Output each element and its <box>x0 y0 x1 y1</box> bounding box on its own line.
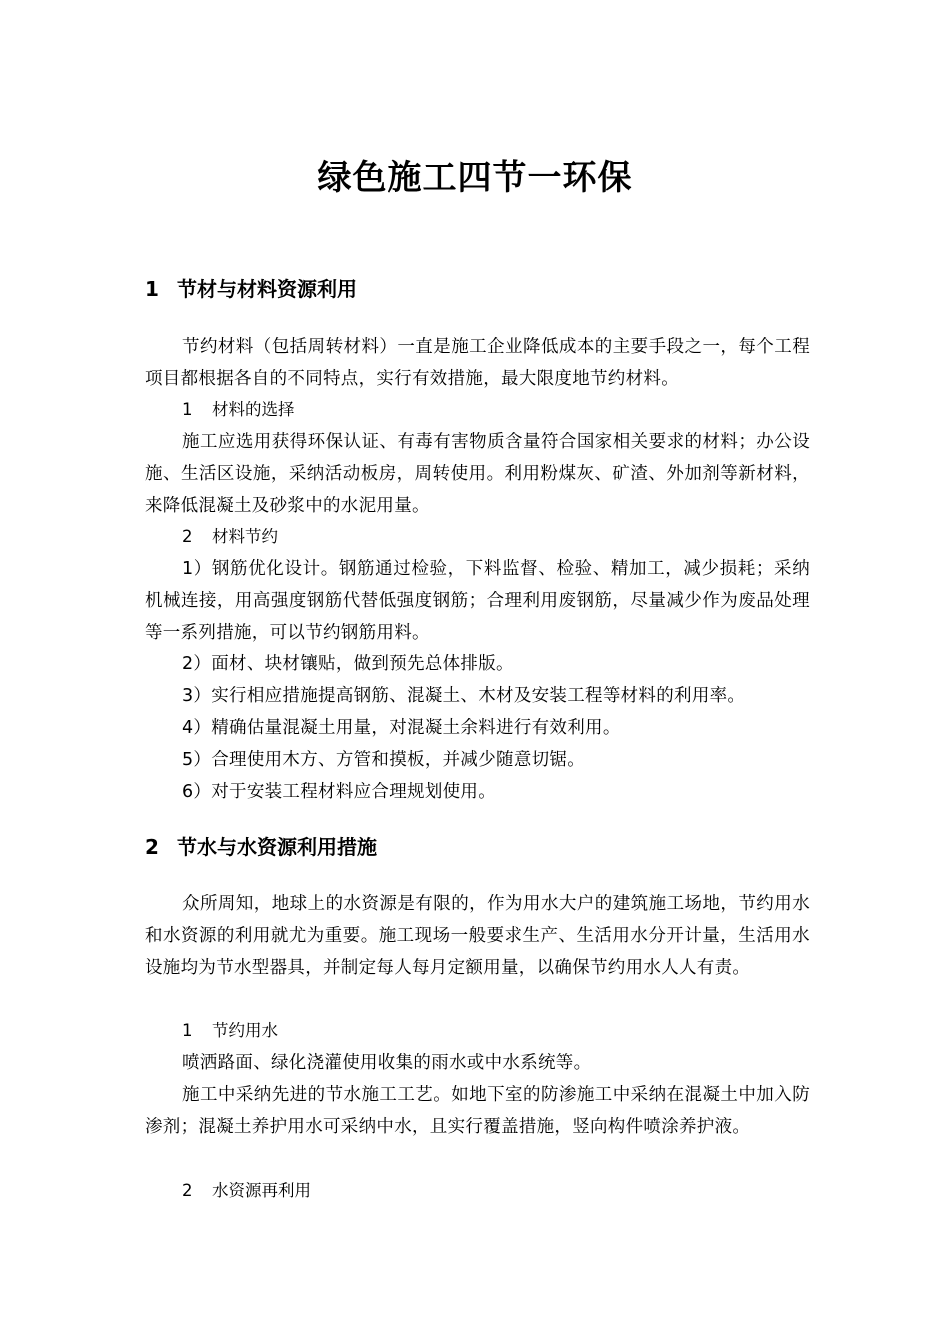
section-1-sub-2-number: 2 <box>182 527 193 546</box>
section-2-sub-1-label: 节约用水 <box>212 1021 278 1040</box>
section-1-sub-1-text: 施工应选用获得环保认证、有毒有害物质含量符合国家相关要求的材料；办公设施、生活区设施，采纳活动板房，周转使用。利用粉煤灰、矿渣、外加剂等新材料，来降低混凝土及砂浆中的水泥用量。 <box>145 432 810 516</box>
section-2-sub-1-text-1: 喷洒路面、绿化浇灌使用收集的雨水或中水系统等。 <box>182 1053 592 1073</box>
section-1-intro: 节约材料（包括周转材料）一直是施工企业降低成本的主要手段之一，每个工程项目都根据各自的不同特点，实行有效措施，最大限度地节约材料。 <box>145 337 810 389</box>
section-1-title: 节材与材料资源利用 <box>177 277 357 301</box>
section-2-sub-2 <box>182 1175 311 1207</box>
section-1-item-6: 6）对于安装工程材料应合理规划使用。 <box>182 782 497 802</box>
section-1-item-4: 4）精确估量混凝土用量，对混凝土余料进行有效利用。 <box>182 718 621 738</box>
section-2-sub-1-text-2: 施工中采纳先进的节水施工工艺。如地下室的防渗施工中采纳在混凝土中加入防渗剂；混凝土养护用水可采纳中水，且实行覆盖措施，竖向构件喷涂养护液。 <box>145 1085 810 1137</box>
section-2-sub-2-number: 2 <box>182 1181 193 1200</box>
section-1-number: 1 <box>145 277 159 301</box>
section-1-sub-1 <box>182 394 295 426</box>
section-1-sub-2 <box>182 521 278 553</box>
section-1-item-1: 1）钢筋优化设计。钢筋通过检验，下料监督、检验、精加工，减少损耗；采纳机械连接，用高强度钢筋代替低强度钢筋；合理利用废钢筋，尽量减少作为废品处理等一系列措施，可以节约钢筋用料。 <box>145 559 810 643</box>
section-1-item-2: 2）面材、块材镶贴，做到预先总体排版。 <box>182 654 514 674</box>
section-1-sub-1-label: 材料的选择 <box>212 400 295 419</box>
section-2-heading <box>145 832 377 862</box>
section-1-heading <box>145 274 357 304</box>
section-2-sub-2-label: 水资源再利用 <box>212 1181 311 1200</box>
section-1-item-3: 3）实行相应措施提高钢筋、混凝土、木材及安装工程等材料的利用率。 <box>182 686 746 706</box>
section-1-sub-2-label: 材料节约 <box>212 527 278 546</box>
document-title: 绿色施工四节一环保 <box>317 158 633 198</box>
section-2-title: 节水与水资源利用措施 <box>177 835 377 859</box>
section-1-item-5: 5）合理使用木方、方管和摸板，并减少随意切锯。 <box>182 750 586 770</box>
section-2-sub-1-number: 1 <box>182 1021 193 1040</box>
section-2-intro: 众所周知，地球上的水资源是有限的，作为用水大户的建筑施工场地，节约用水和水资源的利用就尤为重要。施工现场一般要求生产、生活用水分开计量，生活用水设施均为节水型器具，并制定每人每月定额用量，以确保节约用水人人有责。 <box>145 894 810 978</box>
section-1-sub-1-number: 1 <box>182 400 193 419</box>
section-2-number: 2 <box>145 835 159 859</box>
section-2-sub-1 <box>182 1015 278 1047</box>
